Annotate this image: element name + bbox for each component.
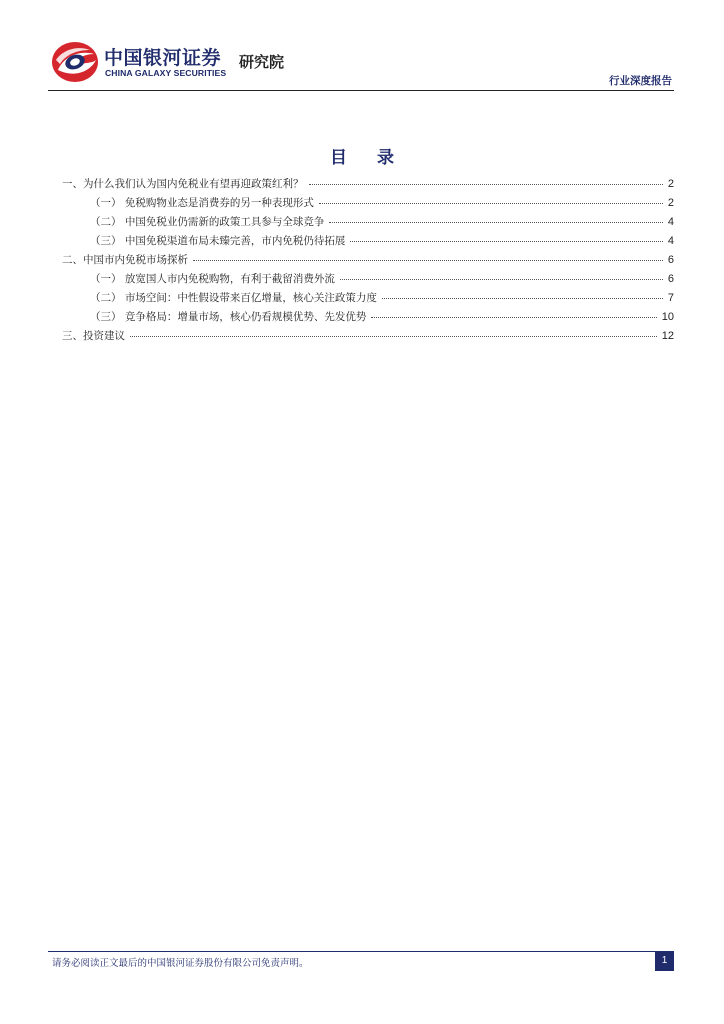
toc-entry[interactable] [62, 251, 674, 270]
toc-entry-text: （一） 放宽国人市内免税购物，有利于截留消费外流 [90, 273, 335, 285]
brand-name-en: CHINA GALAXY SECURITIES [105, 68, 227, 78]
toc-dot-leader [340, 271, 663, 280]
toc-dot-leader [130, 328, 657, 337]
toc-entry-page: 10 [661, 311, 674, 323]
toc-entry-page: 12 [661, 330, 674, 342]
toc-entry-page: 6 [667, 254, 674, 266]
toc-entry-page: 2 [667, 197, 674, 209]
toc-entry-text: （三） 竞争格局：增量市场，核心仍看规模优势、先发优势 [90, 311, 367, 323]
toc-title: 目 录 [330, 148, 406, 168]
page-number: 1 [655, 951, 674, 971]
toc-dot-leader [350, 233, 663, 242]
report-type-label: 行业深度报告 [609, 75, 672, 87]
toc-entry-text: 一、为什么我们认为国内免税业有望再迎政策红利？ [62, 178, 304, 190]
toc-dot-leader [309, 176, 663, 185]
toc-entry[interactable] [62, 289, 674, 308]
toc-entry-text: （三） 中国免税渠道布局未臻完善，市内免税仍待拓展 [90, 235, 346, 247]
institute-label: 研究院 [239, 53, 285, 71]
toc-entry[interactable] [62, 270, 674, 289]
footer-divider [48, 951, 674, 952]
toc-entry[interactable] [62, 213, 674, 232]
header-divider [48, 90, 674, 91]
toc-dot-leader [371, 309, 656, 318]
toc-entry-page: 7 [667, 292, 674, 304]
toc-dot-leader [319, 195, 663, 204]
galaxy-logo-icon [50, 40, 100, 84]
toc-entry-page: 6 [667, 273, 674, 285]
toc-entry-text: （一） 免税购物业态是消费券的另一种表现形式 [90, 197, 314, 209]
toc-entry-page: 4 [667, 216, 674, 228]
toc-entry-page: 2 [667, 178, 674, 190]
toc-entry[interactable] [62, 327, 674, 346]
toc-entry-text: （二） 市场空间：中性假设带来百亿增量，核心关注政策力度 [90, 292, 377, 304]
toc-entry[interactable] [62, 175, 674, 194]
toc-entry[interactable] [62, 308, 674, 327]
toc-entry-text: （二） 中国免税业仍需新的政策工具参与全球竞争 [90, 216, 325, 228]
toc-entry-text: 三、投资建议 [62, 330, 125, 342]
brand-name-cn: 中国银河证券 [104, 47, 222, 69]
toc-entry[interactable] [62, 194, 674, 213]
page-header [48, 38, 674, 90]
toc-dot-leader [382, 290, 663, 299]
toc-entry[interactable] [62, 232, 674, 251]
toc-entry-text: 二、中国市内免税市场探析 [62, 254, 188, 266]
toc-dot-leader [329, 214, 663, 223]
toc-entry-page: 4 [667, 235, 674, 247]
footer-disclaimer: 请务必阅读正文最后的中国银河证券股份有限公司免责声明。 [52, 958, 309, 969]
toc-dot-leader [193, 252, 663, 261]
table-of-contents [62, 175, 674, 346]
